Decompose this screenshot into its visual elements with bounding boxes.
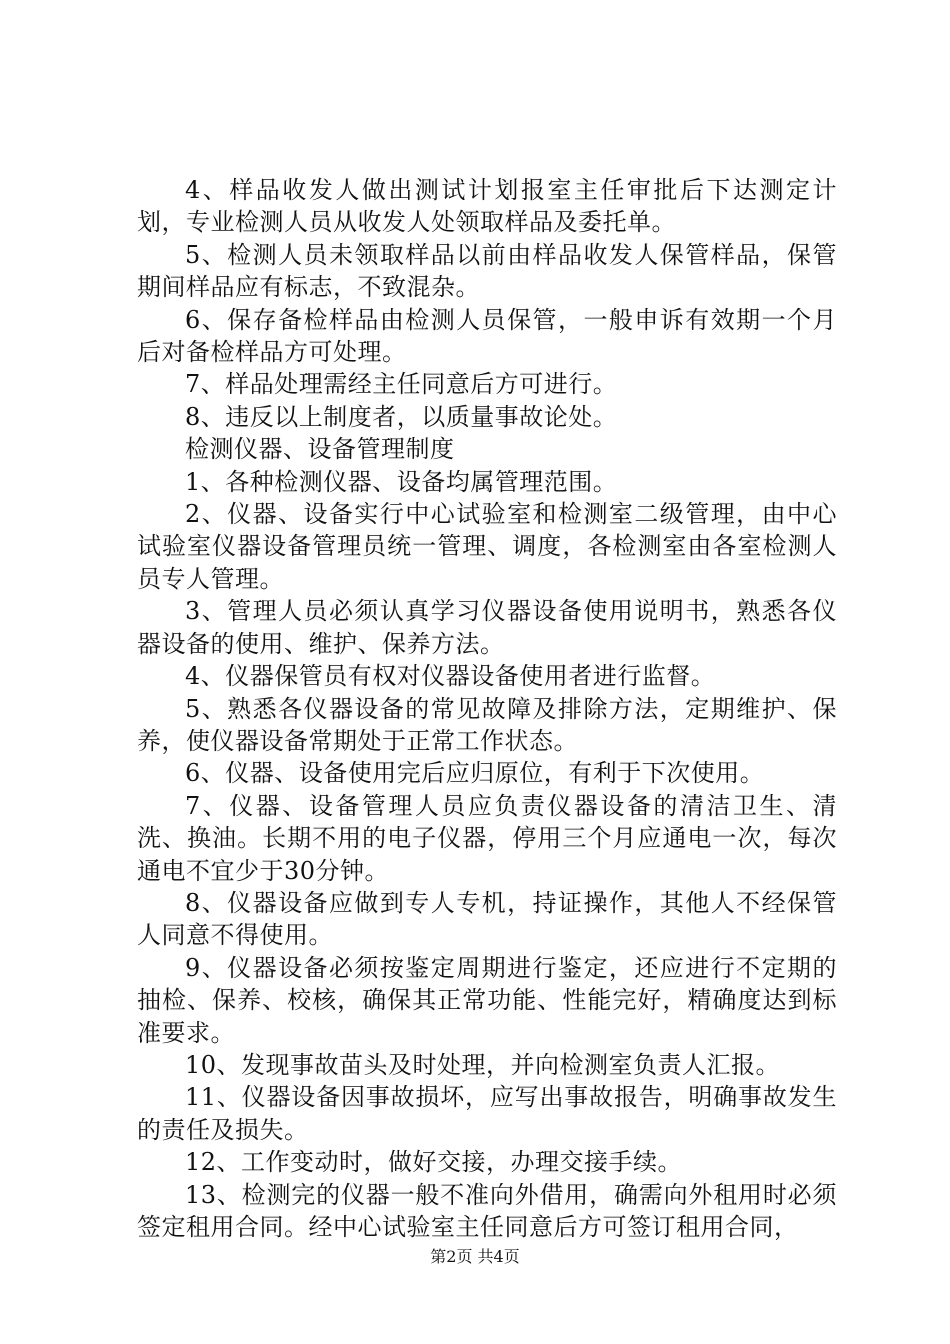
paragraph-17: 12、工作变动时，做好交接，办理交接手续。	[185, 1148, 683, 1177]
paragraph-8: 3、管理人员必须认真学习仪器设备使用说明书，熟悉各仪器设备的使用、维护、保养方法。	[137, 597, 837, 658]
paragraph-7: 2、仪器、设备实行中心试验室和检测室二级管理，由中心试验室仪器设备管理员统一管理、调度，各检测室由各室检测人员专人管理。	[137, 500, 837, 593]
paragraph-6: 1、各种检测仪器、设备均属管理范围。	[185, 467, 618, 496]
paragraph-4: 7、样品处理需经主任同意后方可进行。	[185, 370, 618, 399]
paragraph-18: 13、检测完的仪器一般不准向外借用，确需向外租用时必须签定租用合同。经中心试验室主任同意后方可签订租用合同，	[137, 1180, 837, 1241]
paragraph-15: 10、发现事故苗头及时处理，并向检测室负责人汇报。	[185, 1050, 781, 1079]
document-body	[137, 174, 837, 1243]
section-heading: 检测仪器、设备管理制度	[185, 435, 455, 464]
page-footer: 第2页 共4页	[430, 1247, 520, 1266]
paragraph-12: 7、仪器、设备管理人员应负责仪器设备的清洁卫生、清洗、换油。长期不用的电子仪器，停用三个月应通电一次，每次通电不宜少于30分钟。	[137, 791, 837, 885]
paragraph-10: 5、熟悉各仪器设备的常见故障及排除方法，定期维护、保养，使仪器设备常期处于正常工作状态。	[137, 694, 837, 755]
paragraph-16: 11、仪器设备因事故损坏，应写出事故报告，明确事故发生的责任及损失。	[137, 1083, 837, 1144]
paragraph-1: 4、样品收发人做出测试计划报室主任审批后下达测定计划，专业检测人员从收发人处领取样品及委托单。	[137, 176, 837, 237]
paragraph-13: 8、仪器设备应做到专人专机，持证操作，其他人不经保管人同意不得使用。	[137, 888, 837, 950]
paragraph-9: 4、仪器保管员有权对仪器设备使用者进行监督。	[185, 662, 716, 691]
paragraph-11: 6、仪器、设备使用完后应归原位，有利于下次使用。	[185, 759, 765, 788]
paragraph-5: 8、违反以上制度者，以质量事故论处。	[185, 402, 618, 431]
paragraph-14: 9、仪器设备必须按鉴定周期进行鉴定，还应进行不定期的抽检、保养、校核，确保其正常功能、性能完好，精确度达到标准要求。	[137, 953, 837, 1047]
paragraph-2: 5、检测人员未领取样品以前由样品收发人保管样品，保管期间样品应有标志，不致混杂。	[137, 240, 837, 302]
paragraph-3: 6、保存备检样品由检测人员保管，一般申诉有效期一个月后对备检样品方可处理。	[137, 305, 837, 367]
